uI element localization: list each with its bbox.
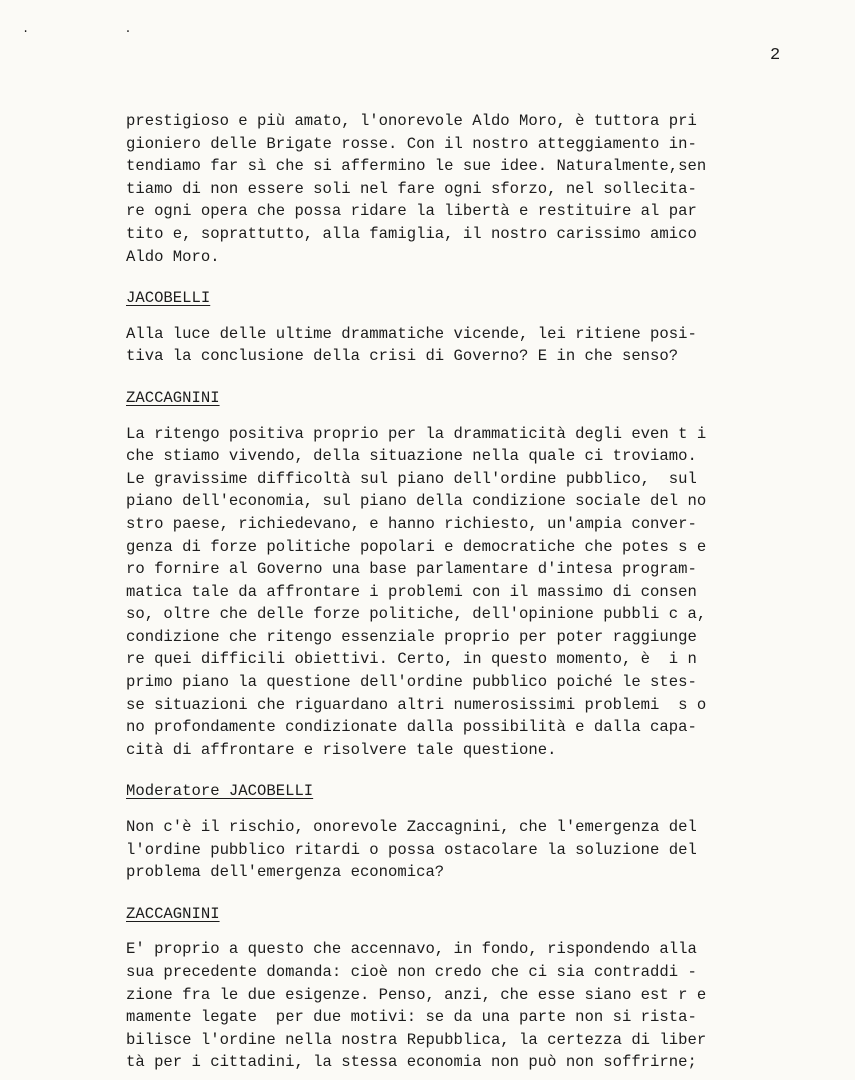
- text-line: sua precedente domanda: cioè non credo che ci sia contraddi -: [126, 963, 697, 981]
- speaker-heading: JACOBELLI: [126, 289, 211, 308]
- speaker-heading: Moderatore JACOBELLI: [126, 782, 314, 801]
- text-line: Le gravissime difficoltà sul piano dell'ordine pubblico, sul: [126, 469, 697, 488]
- transcript-body: [126, 110, 786, 1074]
- text-line: l'ordine pubblico ritardi o possa ostacolare la soluzione del: [126, 840, 697, 859]
- text-line: so, oltre che delle forze politiche, dell'opinione pubbli c a,: [126, 605, 707, 624]
- text-line: tiva la conclusione della crisi di Governo? E in che senso?: [126, 347, 679, 366]
- text-line: tà per i cittadini, la stessa economia non può non soffrirne;: [126, 1053, 697, 1072]
- text-line: piano dell'economia, sul piano della condizione sociale del no: [126, 492, 707, 511]
- text-line: tendiamo far sì che si affermino le sue idee. Naturalmente,sen: [126, 157, 707, 176]
- text-line: primo piano la questione dell'ordine pubblico poiché le stes-: [126, 673, 697, 692]
- text-line: Aldo Moro.: [126, 247, 220, 266]
- text-line: La ritengo positiva proprio per la drammaticità degli even t i: [126, 424, 707, 443]
- section-intro: [126, 110, 786, 268]
- corner-marks: . .: [22, 22, 176, 36]
- section-zaccagnini-1: [126, 368, 786, 762]
- text-line: prestigioso e più amato, l'onorevole Aldo Moro, è tuttora pri: [126, 112, 697, 130]
- text-line: genza di forze politiche popolari e democratiche che potes s e: [126, 537, 707, 556]
- text-line: cità di affrontare e risolvere tale questione.: [126, 740, 557, 759]
- text-line: re ogni opera che possa ridare la libertà e restituire al par: [126, 202, 697, 221]
- text-line: tito e, soprattutto, alla famiglia, il nostro carissimo amico: [126, 224, 697, 243]
- text-line: che stiamo vivendo, della situazione nella quale ci troviamo.: [126, 447, 697, 466]
- page-number: 2: [770, 46, 781, 65]
- text-line: problema dell'emergenza economica?: [126, 863, 445, 882]
- text-line: Non c'è il rischio, onorevole Zaccagnini, che l'emergenza del: [126, 818, 697, 837]
- text-line: se situazioni che riguardano altri numerosissimi problemi s o: [126, 695, 707, 714]
- text-line: condizione che ritengo essenziale proprio per poter raggiunge: [126, 627, 697, 646]
- text-line: re quei difficili obiettivi. Certo, in questo momento, è i n: [126, 650, 697, 669]
- section-jacobelli: [126, 268, 786, 368]
- section-zaccagnini-2: [126, 884, 786, 1074]
- text-line: ro fornire al Governo una base parlamentare d'intesa program-: [126, 560, 697, 579]
- text-line: Alla luce delle ultime drammatiche vicende, lei ritiene posi-: [126, 324, 697, 343]
- text-line: stro paese, richiedevano, e hanno richiesto, un'ampia conver-: [126, 514, 697, 533]
- text-line: E' proprio a questo che accennavo, in fondo, rispondendo alla: [126, 940, 697, 959]
- section-moderatore: [126, 761, 786, 883]
- text-line: mamente legate per due motivi: se da una parte non si rista-: [126, 1008, 697, 1027]
- speaker-heading: ZACCAGNINI: [126, 388, 220, 407]
- text-line: bilisce l'ordine nella nostra Repubblica, la certezza di liber: [126, 1030, 707, 1049]
- text-line: tiamo di non essere soli nel fare ogni sforzo, nel sollecita-: [126, 179, 697, 198]
- text-line: gioniero delle Brigate rosse. Con il nostro atteggiamento in-: [126, 134, 697, 153]
- text-line: zione fra le due esigenze. Penso, anzi, che esse siano est r e: [126, 985, 707, 1004]
- text-line: no profondamente condizionate dalla possibilità e dalla capa-: [126, 718, 697, 737]
- text-line: matica tale da affrontare i problemi con il massimo di consen: [126, 582, 697, 601]
- speaker-heading: ZACCAGNINI: [126, 904, 220, 923]
